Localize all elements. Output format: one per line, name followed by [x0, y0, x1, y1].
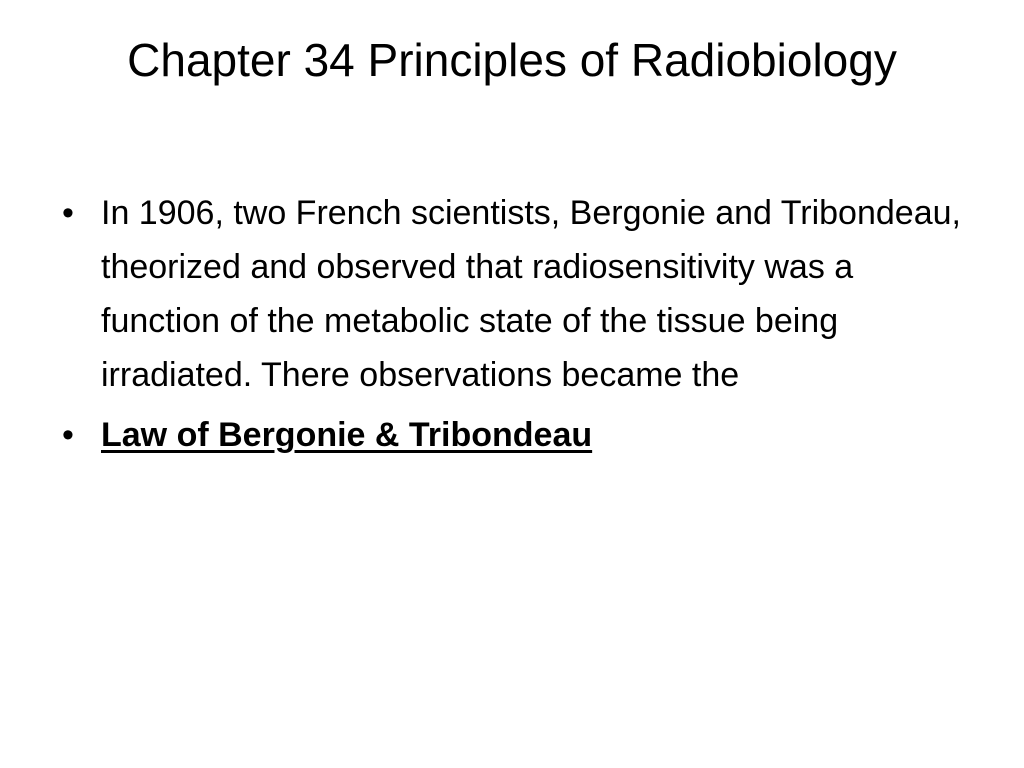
- bullet-marker: •: [62, 194, 74, 232]
- bullet-text: In 1906, two French scientists, Bergonie and Tribondeau, theorized and observed that radiosensitivity was a function of the metabolic state of the tissue being irradiated. There observations became the: [101, 194, 961, 394]
- bullet-list: [62, 186, 962, 468]
- bullet-marker: •: [62, 416, 74, 454]
- law-heading: Law of Bergonie & Tribondeau: [101, 416, 593, 454]
- bullet-item-1: [62, 186, 962, 402]
- bullet-item-2: [62, 408, 962, 462]
- slide-title: Chapter 34 Principles of Radiobiology: [127, 34, 897, 86]
